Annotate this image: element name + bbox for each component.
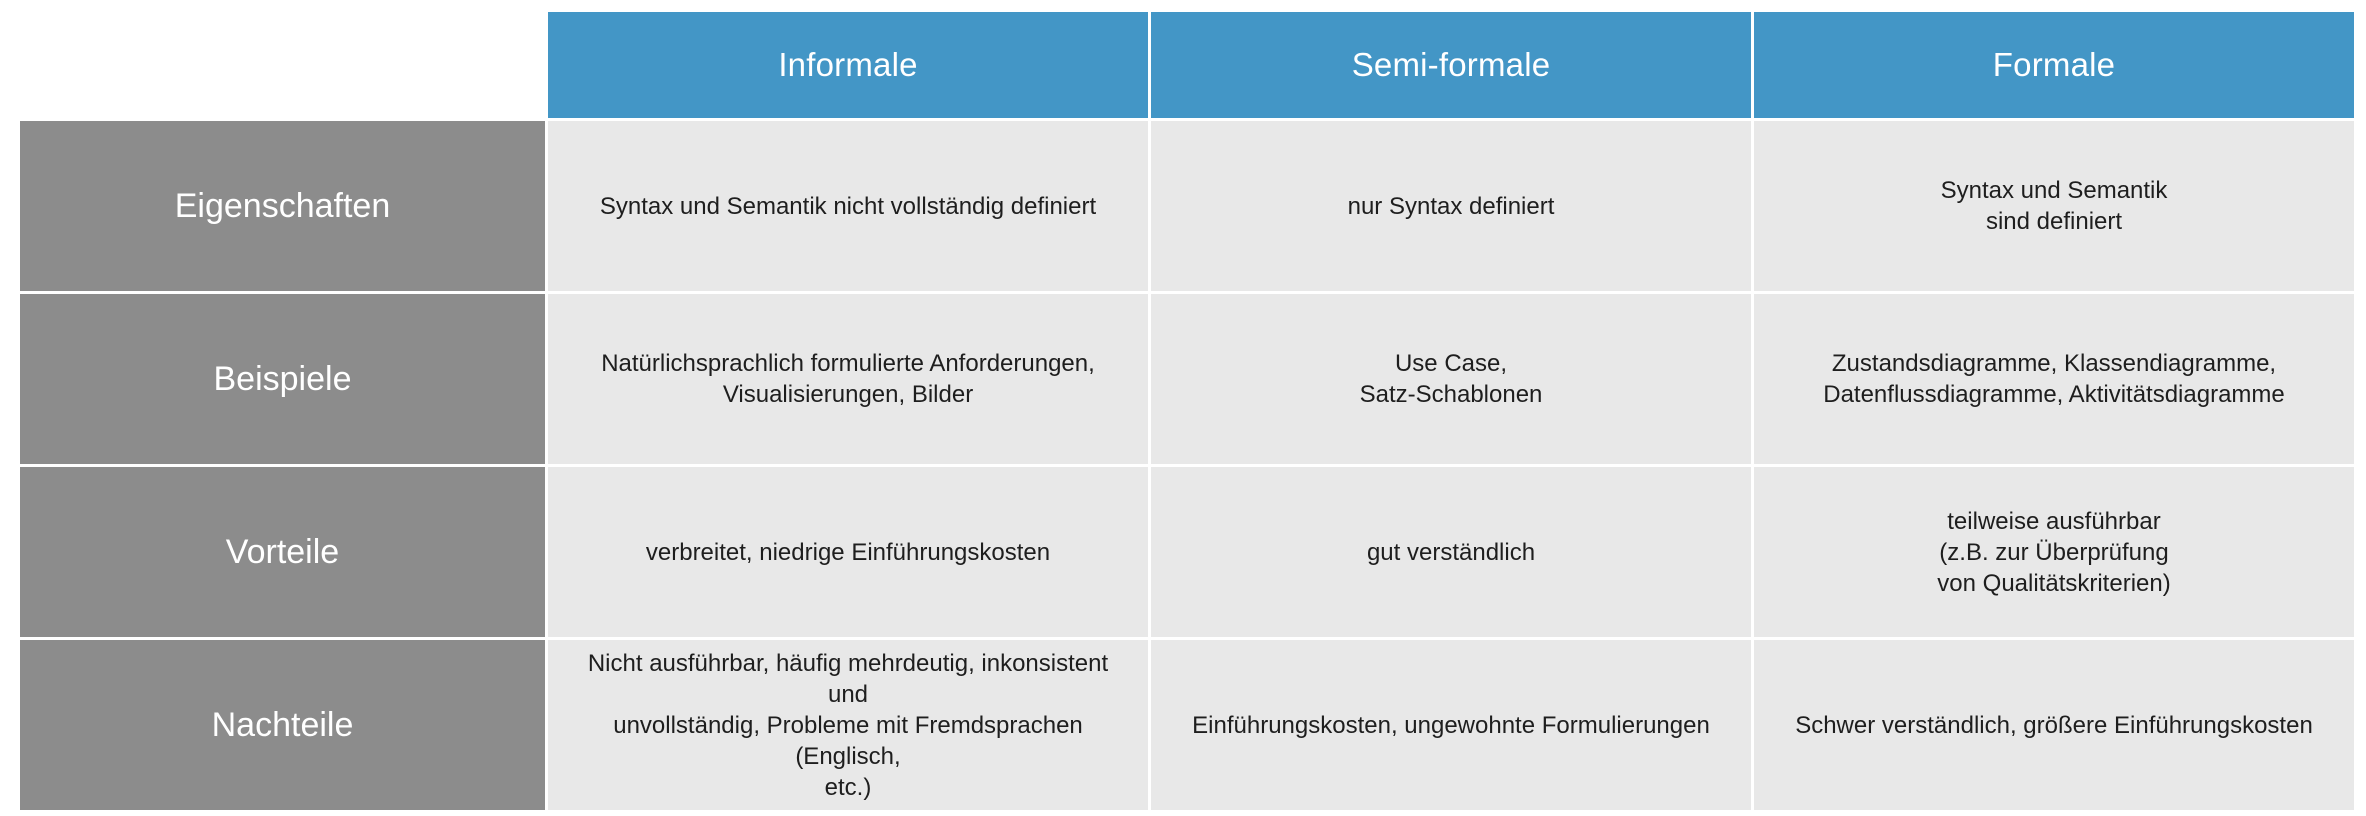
table-cell: Use Case, Satz-Schablonen xyxy=(1151,294,1751,464)
table-cell: gut verständlich xyxy=(1151,467,1751,637)
table-cell: verbreitet, niedrige Einführungskosten xyxy=(548,467,1148,637)
comparison-table xyxy=(20,12,2354,810)
table-cell: Syntax und Semantik nicht vollständig definiert xyxy=(548,121,1148,291)
table-cell: Syntax und Semantik sind definiert xyxy=(1754,121,2354,291)
row-header-examples: Beispiele xyxy=(20,294,545,464)
table-cell: Natürlichsprachlich formulierte Anforderungen, Visualisierungen, Bilder xyxy=(548,294,1148,464)
row-header-disadvantages: Nachteile xyxy=(20,640,545,810)
column-header-semi-formal: Semi-formale xyxy=(1151,12,1751,118)
column-header-formal: Formale xyxy=(1754,12,2354,118)
table-cell: nur Syntax definiert xyxy=(1151,121,1751,291)
column-header-informal: Informale xyxy=(548,12,1148,118)
table-cell: Schwer verständlich, größere Einführungskosten xyxy=(1754,640,2354,810)
row-header-advantages: Vorteile xyxy=(20,467,545,637)
table-cell: Einführungskosten, ungewohnte Formulierungen xyxy=(1151,640,1751,810)
table-cell: teilweise ausführbar (z.B. zur Überprüfung von Qualitätskriterien) xyxy=(1754,467,2354,637)
table-cell: Zustandsdiagramme, Klassendiagramme, Datenflussdiagramme, Aktivitätsdiagramme xyxy=(1754,294,2354,464)
table-cell: Nicht ausführbar, häufig mehrdeutig, inkonsistent und unvollständig, Probleme mit Fremdsprachen (Englisch, etc.) xyxy=(548,640,1148,810)
table-corner xyxy=(20,12,545,118)
row-header-properties: Eigenschaften xyxy=(20,121,545,291)
